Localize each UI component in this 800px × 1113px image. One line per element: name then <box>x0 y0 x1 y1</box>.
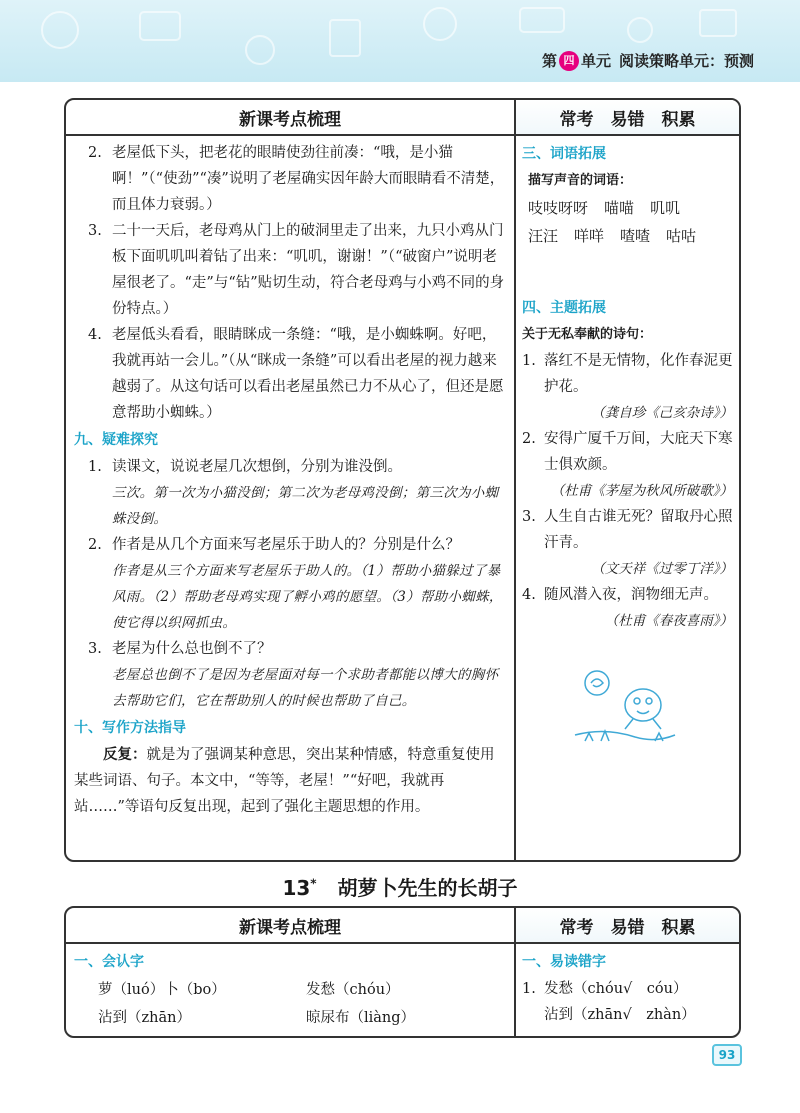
char-pinyin: 发愁（chóu） <box>306 982 400 998</box>
poem-number: 3. <box>522 509 536 525</box>
question-number: 1. <box>88 459 102 475</box>
section-title-vocab: 三、词语拓展 <box>522 146 606 162</box>
term-explanation: 就是为了强调某种意思，突出某种情感，特意重复使用某些词语、句子。本文中，“等等，老屋！”“好吧，我就再站……”等语句反复出现，起到了强化主题思想的作用。 <box>74 747 495 815</box>
subheading-poems: 关于无私奉献的诗句： <box>522 327 653 342</box>
answer-text: 老屋总也倒不了是因为老屋面对每一个求助者都能以博大的胸怀去帮助它们，它在帮助别人的时候也帮助了自己。 <box>112 667 499 709</box>
poem-source: （杜甫《春夜喜雨》） <box>604 613 733 629</box>
left-column <box>66 136 516 860</box>
sound-word: 吱吱呀呀 <box>528 199 589 217</box>
right-column <box>516 136 739 860</box>
poem-item <box>516 582 739 634</box>
poem-item <box>516 504 739 582</box>
answer-text: 作者是从三个方面来写老屋乐于助人的。（1）帮助小猫躲过了暴风雨。（2）帮助老母鸡实现了孵小鸡的愿望。（3）帮助小蜘蛛，使它得以织网抓虫。 <box>112 563 503 631</box>
question-item <box>66 454 514 532</box>
item-text: 老屋低头看看，眼睛眯成一条缝：“哦，是小蜘蛛啊。好吧，我就再站一会儿。”（从“眯成一条缝”可以看出老屋的视力越来越弱了。从这句话可以看出老屋虽然已力不从心了，但还是愿意帮助小蜘蛛。） <box>112 327 504 421</box>
sentence-item <box>66 218 514 322</box>
header-common-errors: 常考 易错 积累 <box>516 100 739 134</box>
unit-prefix: 第 <box>541 52 557 70</box>
sound-word: 汪汪 <box>528 227 559 245</box>
char-pinyin: 沾到（zhān） <box>98 1010 191 1026</box>
poem-number: 2. <box>522 431 536 447</box>
question-number: 3. <box>88 641 102 657</box>
header-common-errors: 常考 易错 积累 <box>516 908 739 942</box>
sound-word: 叽叽 <box>650 199 681 217</box>
sentence-item <box>66 140 514 218</box>
section-title-theme: 四、主题拓展 <box>522 300 606 316</box>
lesson-name: 胡萝卜先生的长胡子 <box>337 876 518 900</box>
item-number: 3. <box>88 223 102 239</box>
left-column <box>66 944 516 1036</box>
answer-text: 三次。第一次为小猫没倒；第二次为老母鸡没倒；第三次为小蜘蛛没倒。 <box>112 485 499 527</box>
study-panel-lesson12 <box>64 98 741 862</box>
writing-method-paragraph <box>66 742 514 820</box>
item-number: 2. <box>88 145 102 161</box>
sound-word: 咕咕 <box>666 227 697 245</box>
item-text: 二十一天后，老母鸡从门上的破洞里走了出来，九只小鸡从门板下面叽叽叫着钻了出来：“叽叽，谢谢！”（“破窗户”说明老屋很老了。“走”与“钻”贴切生动，符合老母鸡与小鸡不同的身份特点。） <box>112 223 505 317</box>
right-column <box>516 944 739 1036</box>
char-row <box>66 1004 514 1032</box>
question-item <box>66 532 514 636</box>
poem-item <box>516 348 739 426</box>
lesson-number: 13 <box>282 876 311 900</box>
panel-header <box>66 100 739 136</box>
section-title-recognize-chars: 一、会认字 <box>74 954 144 970</box>
poem-number: 4. <box>522 587 536 603</box>
poem-line: 随风潜入夜，润物细无声。 <box>544 587 718 603</box>
term-label: 反复： <box>103 747 147 763</box>
cartoon-illustration <box>565 665 680 745</box>
char-row <box>66 976 514 1004</box>
poem-line: 人生自古谁无死？留取丹心照汗青。 <box>544 509 733 551</box>
poem-source: （文天祥《过零丁洋》） <box>591 561 733 577</box>
poem-source: （杜甫《茅屋为秋风所破歌》） <box>550 483 733 499</box>
header-banner <box>0 0 800 82</box>
item-text: 老屋低下头，把老花的眼睛使劲往前凑：“哦，是小猫啊！”（“使劲”“凑”说明了老屋确实因年龄大而眼睛看不清楚，而且体力衰弱。） <box>112 145 505 213</box>
poem-line: 落红不是无情物，化作春泥更护花。 <box>544 353 733 395</box>
misread-text: 沾到（zhān√ zhàn） <box>544 1007 696 1023</box>
poem-item <box>516 426 739 504</box>
header-key-points: 新课考点梳理 <box>66 100 516 134</box>
page-number: 93 <box>712 1044 742 1066</box>
section-title-writing: 十、写作方法指导 <box>74 720 186 736</box>
header-key-points: 新课考点梳理 <box>66 908 516 942</box>
misread-text: 发愁（chóu√ cóu） <box>544 981 688 997</box>
study-panel-lesson13 <box>64 906 741 1038</box>
poem-line: 安得广厦千万间，大庇天下寒士俱欢颜。 <box>544 431 733 473</box>
lesson-title <box>0 872 800 901</box>
misread-item <box>516 1002 739 1028</box>
unit-description: 阅读策略单元：预测 <box>618 52 754 70</box>
misread-item <box>516 976 739 1002</box>
question-text: 老屋为什么总也倒不了？ <box>112 641 272 657</box>
item-number: 4. <box>88 327 102 343</box>
sound-word: 喵喵 <box>604 199 635 217</box>
subheading-sound-words: 描写声音的词语： <box>528 173 633 188</box>
section-title-misread-chars: 一、易读错字 <box>522 954 606 970</box>
char-pinyin: 晾尿布（liàng） <box>306 1010 416 1026</box>
poem-number: 1. <box>522 353 536 369</box>
sentence-item <box>66 322 514 426</box>
question-text: 作者是从几个方面来写老屋乐于助人的？分别是什么？ <box>112 537 460 553</box>
lesson-star: * <box>310 876 317 891</box>
panel-header <box>66 908 739 944</box>
unit-suffix: 单元 <box>580 52 611 70</box>
question-number: 2. <box>88 537 102 553</box>
unit-number-badge: 四 <box>559 51 579 71</box>
unit-title <box>542 50 754 71</box>
sound-word-list <box>516 194 728 250</box>
char-pinyin: 萝（luó）卜（bo） <box>98 982 226 998</box>
question-text: 读课文，说说老屋几次想倒，分别为谁没倒。 <box>112 459 402 475</box>
sound-word: 咩咩 <box>574 227 605 245</box>
section-title-inquiry: 九、疑难探究 <box>74 432 158 448</box>
item-number: 1. <box>522 981 536 997</box>
sound-word: 喳喳 <box>620 227 651 245</box>
question-item <box>66 636 514 714</box>
poem-source: （龚自珍《己亥杂诗》） <box>591 405 733 421</box>
